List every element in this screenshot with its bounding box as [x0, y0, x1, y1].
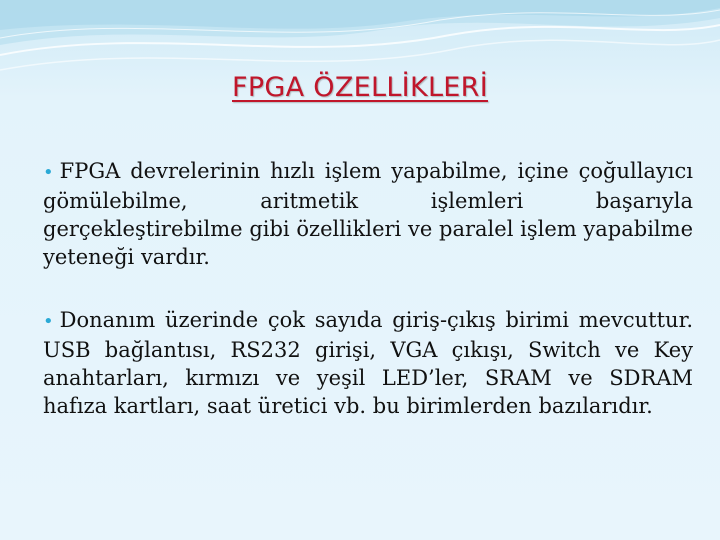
bullet-paragraph-1 — [43, 157, 693, 271]
slide-title — [0, 72, 720, 103]
bullet-marker: • — [43, 162, 54, 183]
bullet-paragraph-2 — [43, 306, 693, 420]
bullet-text: Donanım üzerinde çok sayıda giriş-çıkış birimi mevcuttur. USB bağlantısı, RS232 girişi, VGA çıkışı, Switch ve Key anahtarları, kırmızı ve yeşil LED’ler, SRAM ve SDRAM hafıza kartları, saat üretici vb. bu birimlerden bazılarıdır. — [43, 308, 693, 418]
bullet-marker: • — [43, 311, 54, 332]
slide-title-text: FPGA ÖZELLİKLERİ — [232, 72, 488, 103]
bullet-text: FPGA devrelerinin hızlı işlem yapabilme, içine çoğullayıcı gömülebilme, aritmetik işlemleri başarıyla gerçekleştirebilme gibi özellikleri ve paralel işlem yapabilme yeteneği vardır. — [43, 159, 693, 269]
